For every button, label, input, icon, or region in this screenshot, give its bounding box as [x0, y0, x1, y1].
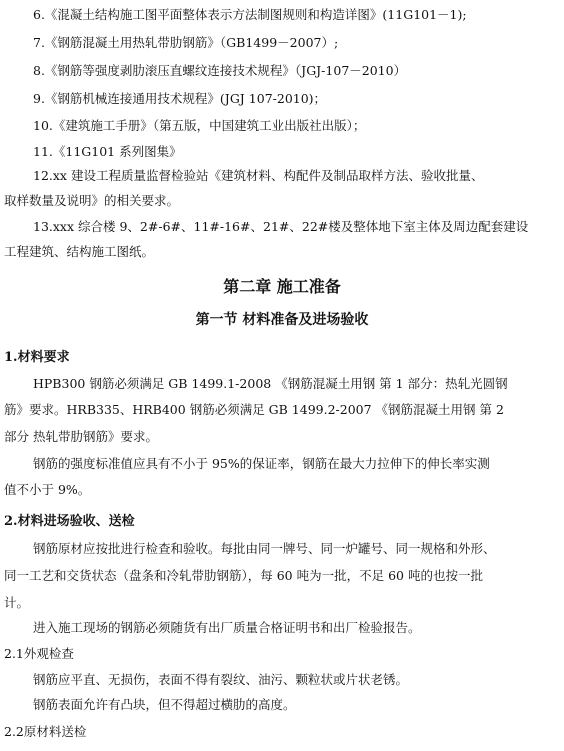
paragraph-line: 同一工艺和交货状态（盘条和冷轧带肋钢筋），每 60 吨为一批，不足 60 吨的也按一批 [4, 568, 483, 583]
reference-item: 6.《混凝土结构施工图平面整体表示方法制图规则和构造详图》(11G101－1); [33, 7, 467, 22]
paragraph-line: 钢筋表面允许有凸块，但不得超过横肋的高度。 [33, 697, 296, 712]
reference-item: 11.《11G101 系列图集》 [33, 144, 182, 159]
paragraph-line: 值不小于 9%。 [4, 482, 91, 497]
chapter-title: 第二章 施工准备 [223, 277, 341, 296]
reference-item: 9.《钢筋机械连接通用技术规程》(JGJ 107-2010)； [33, 91, 327, 106]
paragraph-line: 进入施工现场的钢筋必须随货有出厂质量合格证明书和出厂检验报告。 [33, 620, 421, 635]
section-title: 第一节 材料准备及进场验收 [195, 312, 369, 328]
paragraph-line: 钢筋的强度标准值应具有不小于 95%的保证率，钢筋在最大力拉伸下的伸长率实测 [33, 456, 490, 471]
paragraph-line: 钢筋原材应按批进行检查和验收。每批由同一牌号、同一炉罐号、同一规格和外形、 [33, 541, 496, 556]
reference-item: 8.《钢筋等强度剥肋滚压直螺纹连接技术规程》（JGJ-107－2010） [33, 63, 407, 78]
reference-item: 12.xx 建设工程质量监督检验站《建筑材料、构配件及制品取样方法、验收批量、 [33, 168, 484, 183]
reference-item: 13.xxx 综合楼 9、2#-6#、11#-16#、21#、22#楼及整体地下室主体及周边配套建设 [33, 219, 529, 234]
paragraph-line: HPB300 钢筋必须满足 GB 1499.1-2008 《钢筋混凝土用钢 第 1 部分：热轧光圆钢 [33, 376, 508, 391]
heading-inspection: 2.材料进场验收、送检 [4, 514, 135, 529]
reference-continuation: 工程建筑、结构施工图纸。 [4, 244, 155, 259]
paragraph-line: 筋》要求。HRB335、HRB400 钢筋必须满足 GB 1499.2-2007 《钢筋混凝土用钢 第 2 [4, 402, 504, 417]
subheading-appearance: 2.1外观检查 [4, 646, 74, 661]
paragraph-line: 计。 [4, 595, 30, 610]
reference-item: 10.《建筑施工手册》（第五版，中国建筑工业出版社出版）； [33, 118, 366, 133]
paragraph-line: 钢筋应平直、无损伤，表面不得有裂纹、油污、颗粒状或片状老锈。 [33, 672, 409, 687]
paragraph-line: 部分 热轧带肋钢筋》要求。 [4, 429, 158, 444]
reference-item: 7.《钢筋混凝土用热轧带肋钢筋》（GB1499－2007）; [33, 35, 339, 50]
reference-continuation: 取样数量及说明》的相关要求。 [4, 193, 180, 208]
heading-material-requirements: 1.材料要求 [4, 350, 70, 365]
subheading-sampling: 2.2原材料送检 [4, 724, 87, 739]
